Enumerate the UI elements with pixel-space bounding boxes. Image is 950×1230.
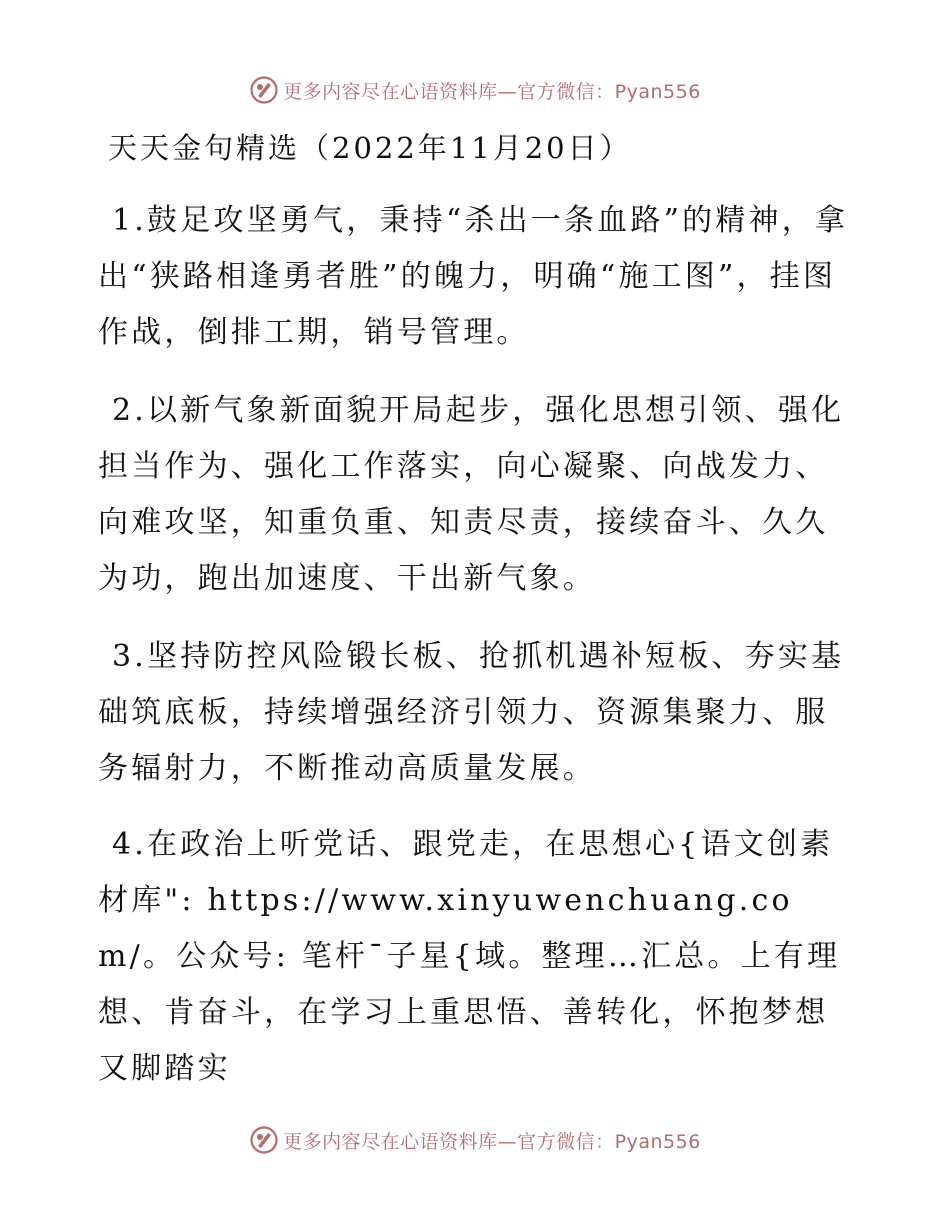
- item-number: 3.: [112, 639, 148, 674]
- item-text: 以新气象新面貌开局起步，强化思想引领、强化担当作为、强化工作落实，向心凝聚、向战发力、向难攻坚，知重负重、知责尽责，接续奋斗、久久为功，跑出加速度、干出新气象。: [98, 393, 845, 596]
- item-text: 鼓足攻坚勇气，秉持“杀出一条血路”的精神，拿出“狭路相逢勇者胜”的魄力，明确“施工图”，挂图作战，倒排工期，销号管理。: [98, 203, 849, 350]
- item-number: 1.: [112, 203, 148, 238]
- page-title: 天天金句精选（2022年11月20日）: [108, 131, 632, 165]
- logo-icon: [249, 75, 279, 105]
- footer-watermark: [0, 1120, 950, 1160]
- logo-icon: [249, 1125, 279, 1155]
- watermark-text: 更多内容尽在心语资料库—官方微信：Pyan556: [283, 1130, 701, 1153]
- item-number: 2.: [112, 393, 148, 428]
- list-item: [98, 817, 858, 1097]
- item-text: 坚持防控风险锻长板、抢抓机遇补短板、夯实基础筑底板，持续增强经济引领力、资源集聚力、服务辐射力，不断推动高质量发展。: [98, 639, 845, 786]
- watermark-text: 更多内容尽在心语资料库—官方微信：Pyan556: [283, 80, 701, 103]
- item-text: 在政治上听党话、跟党走，在思想心{语文创素材库": https://www.xinyuwenchuang.com/。公众号: 笔杆¯子星{域。整理…汇总。上有理想、肯奋斗，在学习上重思悟、善转化，怀抱梦想又脚踏实: [98, 827, 841, 1086]
- header-watermark: [0, 70, 950, 110]
- list-item: [98, 193, 858, 361]
- item-number: 4.: [112, 827, 148, 862]
- list-item: [98, 629, 858, 797]
- list-item: [98, 383, 858, 607]
